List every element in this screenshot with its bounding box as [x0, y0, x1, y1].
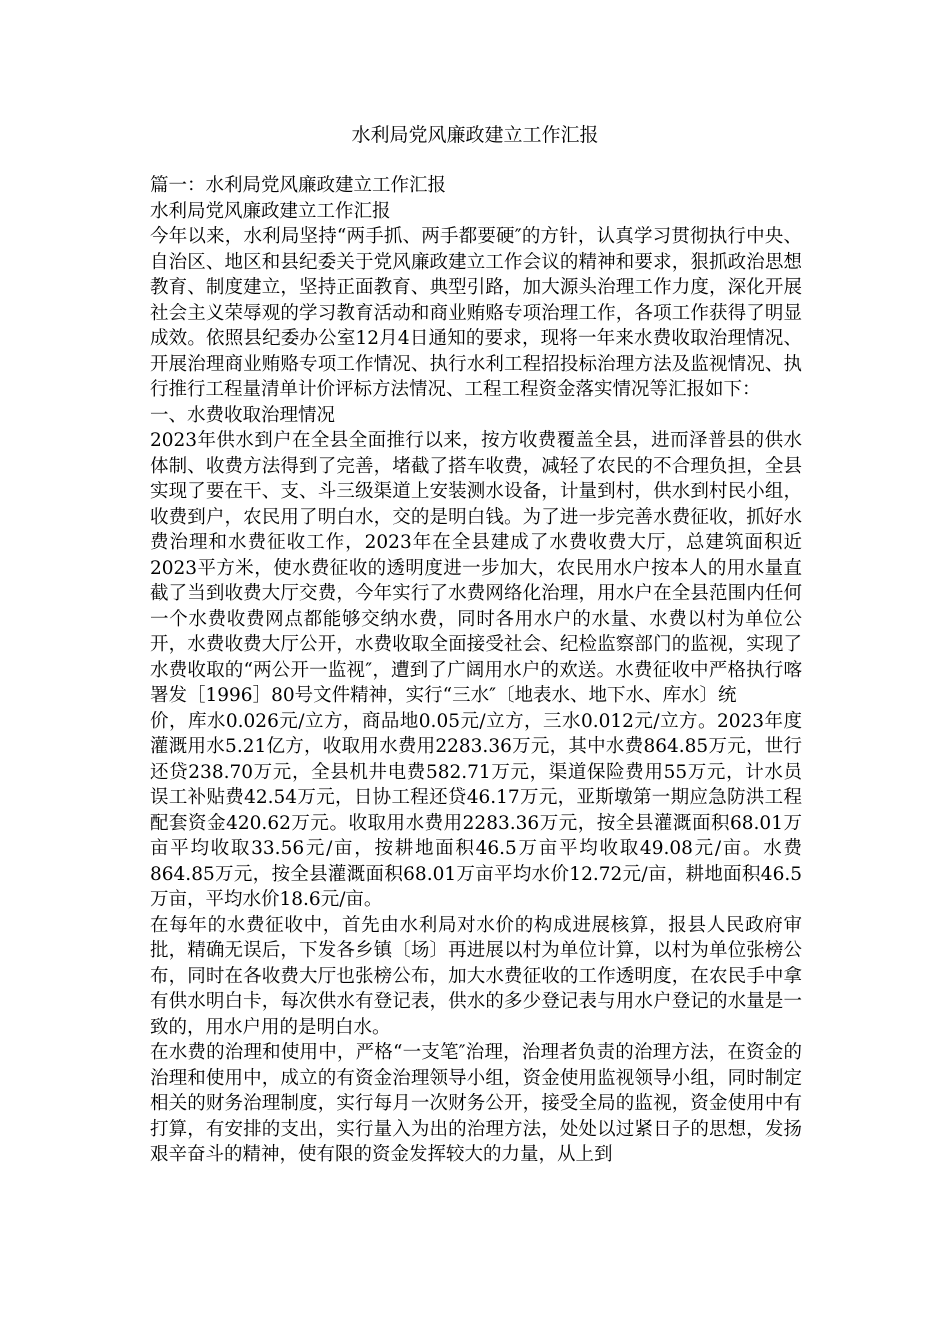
- intro-paragraph: 今年以来，水利局坚持“两手抓、两手都要硬″的方针，认真学习贯彻执行中央、自治区、地区和县纪委关于党风廉政建立工作会议的精神和要求，狠抓政治思想教育、制度建立，坚持正面教育、典型引路，加大源头治理工作力度，深化开展社会主义荣辱观的学习教育活动和商业贿赂专项治理工作，各项工作获得了明显成效。依照县纪委办公室12月4日通知的要求，现将一年来水费收取治理情况、开展治理商业贿赂专项工作情况、执行水利工程招投标治理方法及监视情况、执行推行工程量清单计价评标方法情况、工程工程资金落实情况等汇报如下：: [150, 226, 802, 400]
- document-body: [150, 173, 802, 1168]
- section-heading: 篇一：水利局党风廉政建立工作汇报: [150, 175, 447, 196]
- body-paragraph: 在每年的水费征收中，首先由水利局对水价的构成进展核算，报县人民政府审批，精确无误后，下发各乡镇〔场〕再进展以村为单位计算，以村为单位张榜公布，同时在各收费大厅也张榜公布，加大水费征收的工作透明度，在农民手中拿有供水明白卡，每次供水有登记表，供水的多少登记表与用水户登记的水量是一致的，用水户用的是明白水。: [150, 914, 802, 1038]
- document-title: 水利局党风廉政建立工作汇报: [351, 124, 599, 146]
- body-paragraph: 价，库水0.026元/立方，商品地0.05元/立方，三水0.012元/立方。2023年度灌溉用水5.21亿方，收取用水费用2283.36万元，其中水费864.85万元，世行还贷238.70万元，全县机井电费582.71万元，渠道保险费用55万元，计水员误工补贴费42.54万元，日协工程还贷46.17万元，亚斯墩第一期应急防洪工程配套资金420.62万元。收取用水费用2283.36万元，按全县灌溉面积68.01万亩平均收取33.56元/亩，按耕地面积46.5万亩平均收取49.08元/亩。水费864.85万元，按全县灌溉面积68.01万亩平均水价12.72元/亩，耕地面积46.5万亩，平均水价18.6元/亩。: [150, 710, 802, 910]
- report-subtitle: 水利局党风廉政建立工作汇报: [150, 200, 391, 222]
- body-paragraph: 在水费的治理和使用中，严格“一支笔″治理，治理者负责的治理方法，在资金的治理和使用中，成立的有资金治理领导小组，资金使用监视领导小组，同时制定相关的财务治理制度，实行每月一次财务公开，接受全局的监视，资金使用中有打算，有安排的支出，实行量入为出的治理方法，处处以过紧日子的思想，发扬艰辛奋斗的精神，使有限的资金发挥较大的力量，从上到: [150, 1042, 802, 1165]
- subsection-heading: 一、水费收取治理情况: [150, 404, 336, 426]
- body-paragraph: 2023年供水到户在全县全面推行以来，按方收费覆盖全县，进而泽普县的供水体制、收费方法得到了完善，堵截了搭车收费，减轻了农民的不合理负担，全县实现了要在干、支、斗三级渠道上安装测水设备，计量到村，供水到村民小组，收费到户，农民用了明白水，交的是明白钱。为了进一步完善水费征收，抓好水费治理和水费征收工作，2023年在全县建成了水费收费大厅，总建筑面积近2023平方米，使水费征收的透明度进一步加大，农民用水户按本人的用水量直截了当到收费大厅交费，今年实行了水费网络化治理，用水户在全县范围内任何一个水费收费网点都能够交纳水费，同时各用水户的水量、水费以村为单位公开，水费收费大厅公开，水费收取全面接受社会、纪检监察部门的监视，实现了水费收取的“两公开一监视″，遭到了广阔用水户的欢送。水费征收中严格执行喀署发［1996］80号文件精神，实行“三水″〔地表水、地下水、库水〕统: [150, 430, 802, 706]
